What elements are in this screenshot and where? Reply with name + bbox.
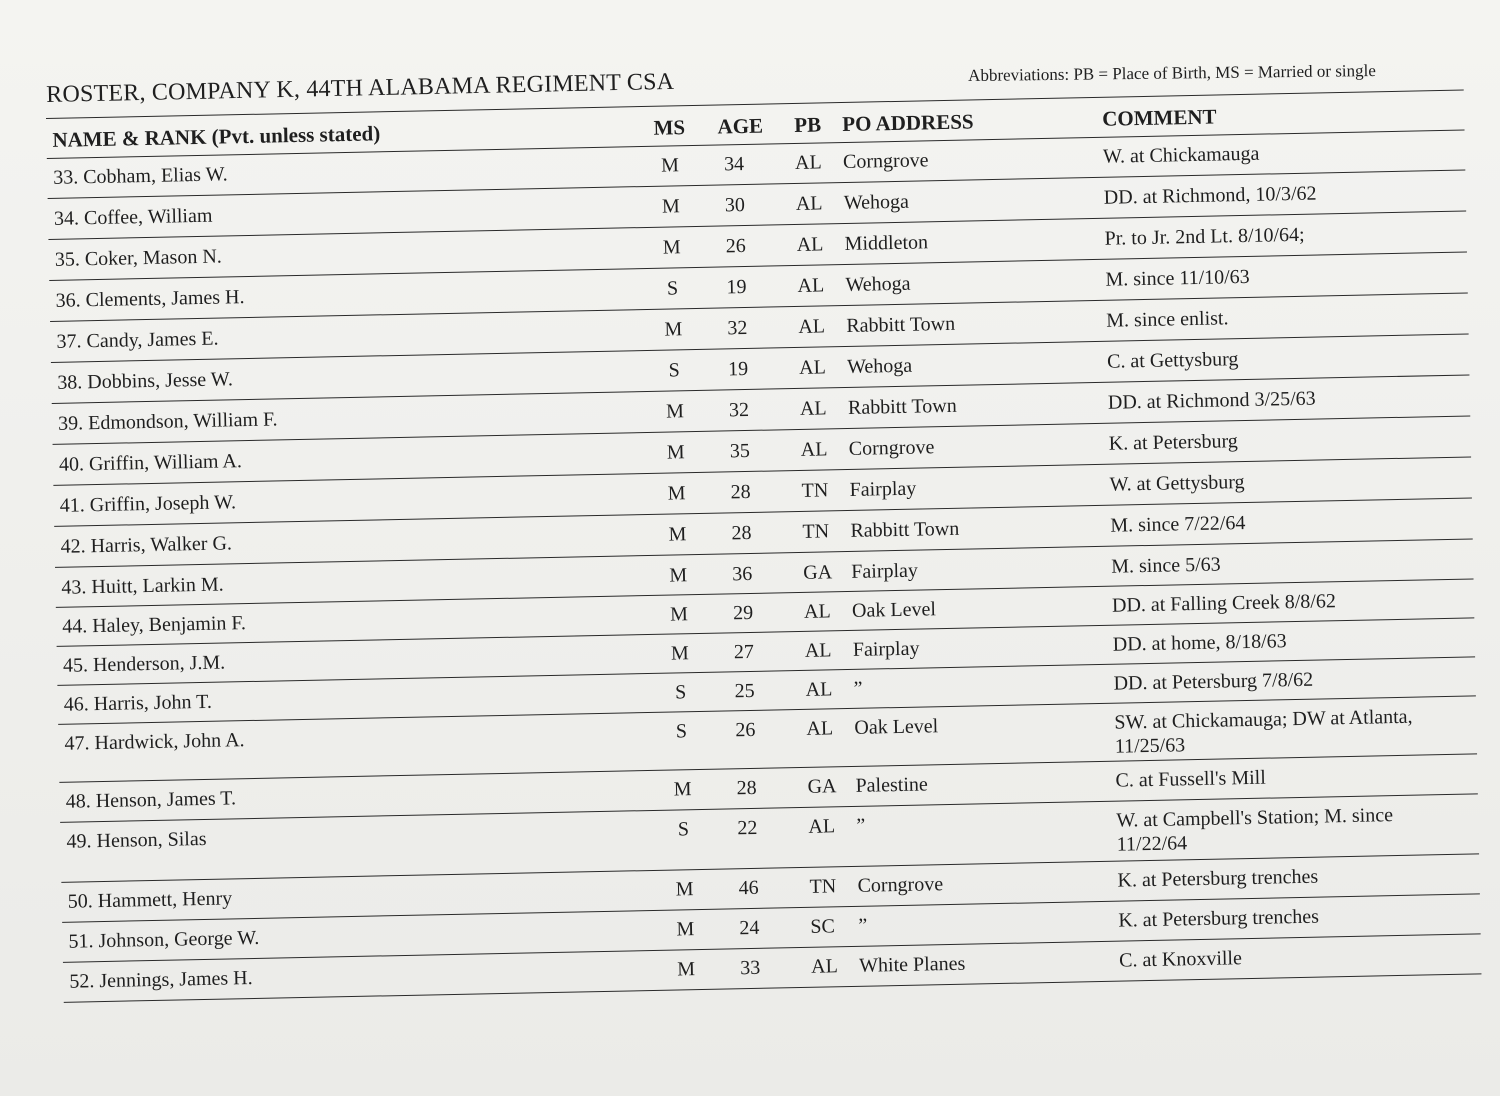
po-address: White Planes [858, 952, 966, 977]
marital-status: M [667, 482, 686, 505]
po-address: Palestine [855, 773, 928, 797]
place-of-birth: AL [796, 233, 824, 256]
po-address: Rabbitt Town [847, 394, 957, 419]
soldier-name: 42. Harris, Walker G. [60, 532, 233, 558]
soldier-name: 36. Clements, James H. [55, 286, 245, 312]
po-address: Oak Level [854, 715, 939, 739]
place-of-birth: AL [800, 438, 828, 461]
header-comment: COMMENT [1101, 104, 1217, 131]
table-row [57, 625, 1475, 677]
marital-status: S [668, 359, 680, 382]
comment: C. at Knoxville [1118, 947, 1243, 972]
age-value: 30 [724, 193, 746, 217]
table-row [58, 703, 1476, 758]
comment: DD. at home, 8/18/63 [1112, 630, 1287, 656]
po-address: Middleton [844, 231, 929, 255]
comment: W. at Chickamauga [1102, 142, 1260, 168]
comment: W. at Campbell's Station; M. since 11/22/64 [1116, 804, 1394, 856]
comment: C. at Fussell's Mill [1115, 766, 1267, 792]
abbreviations-note: Abbreviations: PB = Place of Birth, MS = Married or single [968, 61, 1376, 85]
place-of-birth: AL [798, 315, 826, 338]
age-value: 33 [739, 956, 761, 980]
po-address: ” [856, 814, 866, 837]
soldier-name: 40. Griffin, William A. [58, 450, 243, 476]
age-value: 28 [730, 480, 751, 504]
age-value: 26 [725, 234, 746, 258]
place-of-birth: GA [807, 775, 837, 798]
marital-status: S [666, 277, 679, 300]
age-value: 32 [727, 316, 748, 340]
place-of-birth: TN [801, 479, 829, 502]
marital-status: M [662, 236, 681, 259]
marital-status: M [673, 778, 692, 801]
age-value: 19 [726, 275, 747, 299]
table-row [63, 941, 1481, 993]
place-of-birth: AL [803, 600, 831, 623]
po-address: Rabbitt Town [850, 517, 960, 542]
marital-status: S [677, 818, 690, 841]
marital-status: M [666, 441, 685, 464]
soldier-name: 46. Harris, John T. [63, 690, 213, 716]
comment: M. since 5/63 [1110, 553, 1221, 578]
marital-status: M [664, 318, 683, 341]
age-value: 19 [727, 357, 749, 381]
place-of-birth: AL [798, 356, 827, 379]
po-address: Corngrove [848, 436, 935, 460]
marital-status: M [676, 918, 695, 941]
marital-status: M [665, 400, 685, 423]
soldier-name: 47. Hardwick, John A. [64, 729, 245, 755]
po-address: Wehoga [846, 354, 913, 378]
comment: K. at Petersburg trenches [1117, 865, 1319, 892]
place-of-birth: AL [797, 274, 825, 297]
age-value: 22 [737, 816, 758, 840]
comment: C. at Gettysburg [1106, 348, 1239, 373]
place-of-birth: SC [810, 915, 836, 938]
comment: DD. at Falling Creek 8/8/62 [1111, 590, 1337, 617]
po-address: Fairplay [851, 559, 919, 583]
comment: DD. at Petersburg 7/8/62 [1113, 668, 1314, 695]
po-address: Wehoga [843, 190, 910, 215]
header-pb: PB [794, 112, 822, 137]
table-row [59, 761, 1477, 813]
po-address: ” [858, 914, 868, 937]
age-value: 27 [733, 640, 755, 664]
soldier-name: 45. Henderson, J.M. [62, 651, 226, 677]
age-value: 32 [728, 398, 750, 422]
place-of-birth: AL [804, 639, 832, 662]
comment: DD. at Richmond, 10/3/62 [1103, 182, 1317, 209]
table-row [61, 861, 1479, 913]
soldier-name: 35. Coker, Mason N. [54, 245, 223, 271]
marital-status: M [660, 154, 680, 177]
soldier-name: 37. Candy, James E. [56, 327, 219, 353]
header-ms: MS [653, 115, 686, 140]
comment: DD. at Richmond 3/25/63 [1107, 387, 1316, 414]
soldier-name: 43. Huitt, Larkin M. [61, 573, 224, 599]
header-name: NAME & RANK (Pvt. unless stated) [52, 121, 381, 152]
po-address: Corngrove [842, 149, 929, 174]
comment: M. since 7/22/64 [1110, 512, 1246, 537]
marital-status: M [661, 195, 681, 218]
marital-status: M [670, 642, 689, 665]
soldier-name: 34. Coffee, William [53, 204, 213, 230]
place-of-birth: AL [794, 151, 822, 174]
header-po-address: PO ADDRESS [842, 109, 974, 137]
po-address: Fairplay [852, 637, 920, 661]
comment: K. at Petersburg trenches [1118, 905, 1320, 932]
soldier-name: 33. Cobham, Elias W. [52, 163, 228, 189]
place-of-birth: AL [799, 397, 827, 420]
comment: SW. at Chickamauga; DW at Atlanta, 11/25/63 [1114, 705, 1413, 758]
po-address: Corngrove [857, 873, 944, 897]
marital-status: S [674, 681, 687, 704]
header-age: AGE [717, 113, 764, 139]
table-row [62, 901, 1480, 953]
comment: K. at Petersburg [1108, 430, 1239, 455]
age-value: 35 [729, 439, 751, 463]
comment: M. since enlist. [1106, 307, 1229, 332]
age-value: 28 [731, 521, 752, 545]
po-address: Wehoga [845, 272, 911, 296]
place-of-birth: TN [809, 875, 837, 898]
comment: M. since 11/10/63 [1105, 265, 1250, 291]
marital-status: M [669, 564, 688, 587]
soldier-name: 52. Jennings, James H. [69, 967, 253, 993]
soldier-name: 49. Henson, Silas [66, 827, 207, 853]
age-value: 25 [734, 679, 755, 703]
soldier-name: 50. Hammett, Henry [67, 887, 233, 913]
age-value: 29 [732, 601, 754, 625]
place-of-birth: AL [806, 717, 834, 740]
age-value: 34 [723, 153, 745, 176]
po-address: Rabbitt Town [846, 312, 956, 337]
po-address: Oak Level [851, 598, 937, 622]
po-address: ” [853, 677, 863, 700]
age-value: 24 [739, 916, 760, 940]
marital-status: M [677, 958, 696, 981]
place-of-birth: AL [808, 815, 836, 838]
place-of-birth: TN [802, 520, 830, 543]
soldier-name: 38. Dobbins, Jesse W. [57, 368, 234, 394]
place-of-birth: GA [803, 561, 833, 584]
place-of-birth: AL [795, 192, 823, 215]
soldier-name: 48. Henson, James T. [65, 787, 237, 813]
marital-status: S [675, 720, 688, 743]
table-row [56, 586, 1474, 638]
comment: Pr. to Jr. 2nd Lt. 8/10/64; [1104, 223, 1305, 250]
page-title: ROSTER, COMPANY K, 44TH ALABAMA REGIMENT CSA [46, 68, 675, 108]
table-row [60, 801, 1478, 856]
place-of-birth: AL [805, 678, 833, 701]
table-row [58, 664, 1476, 716]
comment: W. at Gettysburg [1109, 471, 1245, 496]
age-value: 46 [738, 876, 759, 900]
age-value: 26 [735, 718, 756, 742]
soldier-name: 41. Griffin, Joseph W. [59, 491, 237, 517]
marital-status: M [669, 603, 689, 626]
soldier-name: 51. Johnson, George W. [68, 926, 260, 953]
soldier-name: 44. Haley, Benjamin F. [61, 612, 247, 638]
age-value: 28 [736, 776, 757, 800]
marital-status: M [668, 523, 687, 546]
place-of-birth: AL [810, 955, 839, 978]
po-address: Fairplay [849, 477, 917, 501]
marital-status: M [675, 878, 694, 901]
age-value: 36 [732, 562, 753, 586]
soldier-name: 39. Edmondson, William F. [57, 408, 278, 435]
